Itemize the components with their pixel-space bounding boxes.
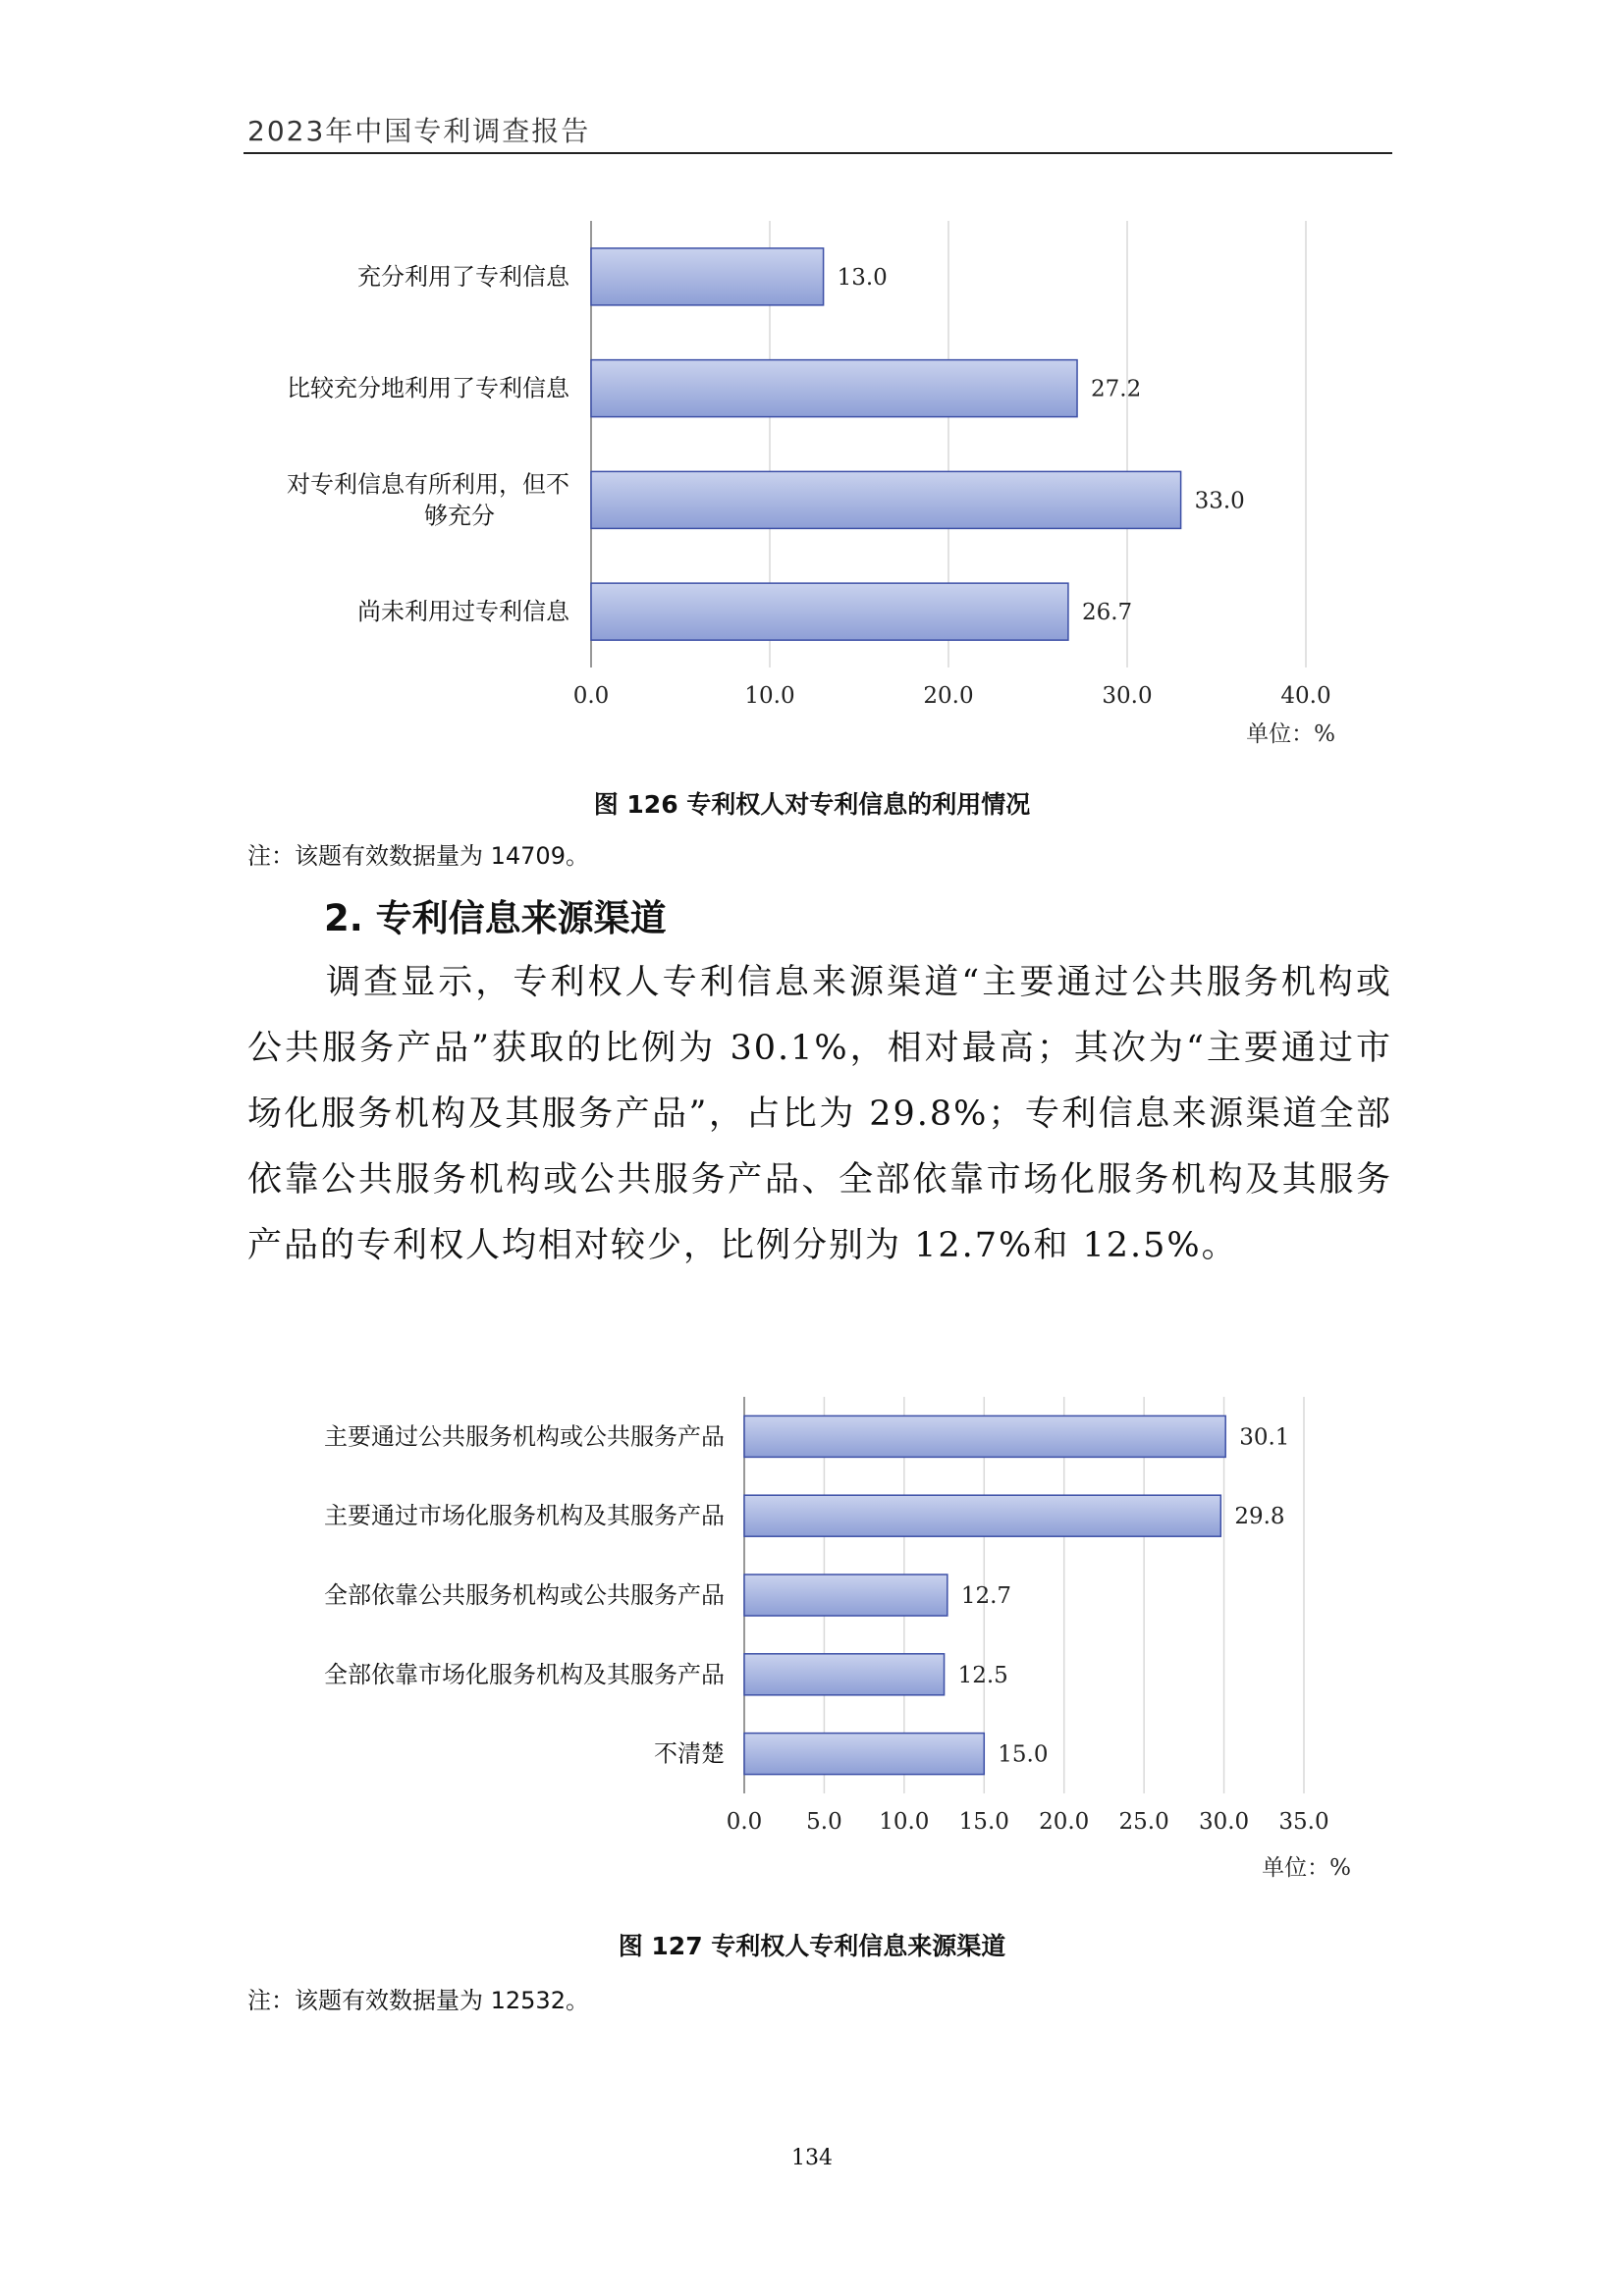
chart126-category-label: 尚未利用过专利信息 [357, 598, 569, 626]
chart127-value-label: 15.0 [998, 1741, 1049, 1768]
chart126-tick-label: 40.0 [1280, 683, 1331, 709]
chart127-bar [744, 1654, 945, 1695]
figure-126-note: 注：该题有效数据量为 14709。 [247, 842, 589, 870]
chart126-tick-label: 0.0 [572, 683, 610, 709]
chart126-value-label: 13.0 [837, 264, 888, 291]
chart127-bar [744, 1734, 984, 1775]
chart127-tick-label: 25.0 [1118, 1809, 1169, 1835]
chart126-tick-label: 30.0 [1102, 683, 1153, 709]
chart127-tick-label: 5.0 [806, 1809, 842, 1835]
chart127-tick-label: 20.0 [1039, 1809, 1090, 1835]
chart127-category-label: 主要通过公共服务机构或公共服务产品 [324, 1422, 725, 1451]
chart127-value-label: 12.7 [960, 1583, 1012, 1609]
chart127-bar [744, 1575, 947, 1616]
chart126-unit-label: 单位：% [1246, 721, 1335, 747]
chart127-tick-label: 0.0 [726, 1809, 763, 1835]
chart126-value-label: 26.7 [1081, 600, 1133, 626]
figure-127-note: 注：该题有效数据量为 12532。 [247, 1987, 589, 2014]
chart127-category-label: 全部依靠公共服务机构或公共服务产品 [324, 1581, 725, 1609]
chart126-category-label: 充分利用了专利信息 [357, 262, 569, 291]
running-header: 2023年中国专利调查报告 [247, 115, 591, 147]
chart127-tick-label: 30.0 [1198, 1809, 1250, 1835]
chart127-tick-label: 10.0 [879, 1809, 930, 1835]
chart127-unit-label: 单位：% [1262, 1855, 1351, 1881]
chart126-value-label: 33.0 [1194, 488, 1245, 514]
chart127-category-label: 全部依靠市场化服务机构及其服务产品 [324, 1660, 725, 1688]
figure-127-caption: 图 127 专利权人专利信息来源渠道 [618, 1932, 1006, 1960]
section-title: 2. 专利信息来源渠道 [324, 897, 667, 939]
chart127-value-label: 12.5 [957, 1662, 1008, 1688]
chart126-category-label: 对专利信息有所利用，但不 [287, 470, 569, 499]
figure-126-caption: 图 126 专利权人对专利信息的利用情况 [593, 790, 1031, 819]
chart127-value-label: 29.8 [1234, 1504, 1285, 1530]
chart127-tick-label: 35.0 [1278, 1809, 1329, 1835]
chart126-tick-label: 10.0 [744, 683, 795, 709]
chart127-category-label: 主要通过市场化服务机构及其服务产品 [324, 1502, 725, 1530]
chart127-bar [744, 1495, 1220, 1536]
chart126-tick-label: 20.0 [923, 683, 974, 709]
chart126-category-label: 够充分 [424, 502, 495, 530]
chart127-tick-label: 15.0 [958, 1809, 1009, 1835]
section-paragraph: 调查显示，专利权人专利信息来源渠道“主要通过公共服务机构或公共服务产品”获取的比例为 30.1%，相对最高；其次为“主要通过市场化服务机构及其服务产品”，占比为 29.8%；专利信息来源渠道全部依靠公共服务机构或公共服务产品、全部依靠市场化服务机构及其服务产品的专利权人均相对较少，比例分别为 12.7%和 12.5%。 [247, 963, 1392, 1265]
chart127-category-label: 不清楚 [654, 1739, 725, 1768]
chart127-value-label: 30.1 [1239, 1424, 1290, 1451]
chart127-bar [744, 1415, 1225, 1457]
chart126-category-label: 比较充分地利用了专利信息 [287, 374, 569, 402]
page-number: 134 [791, 2146, 833, 2170]
chart126-value-label: 27.2 [1091, 376, 1142, 402]
